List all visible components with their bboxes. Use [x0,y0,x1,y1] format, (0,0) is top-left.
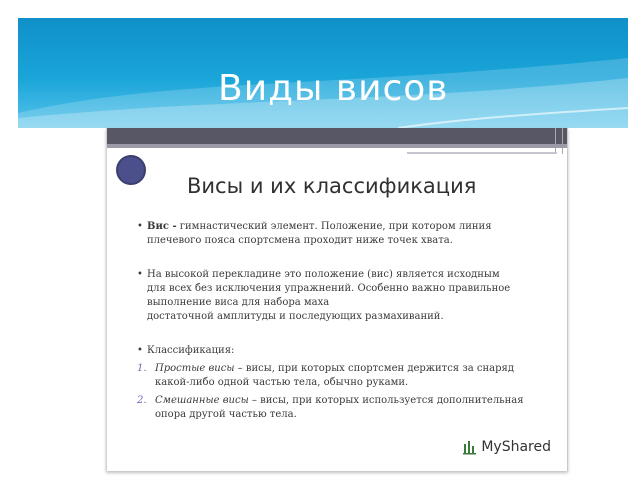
definition-text-2: плечевого пояса спортсмена проходит ниже точек хвата. [147,235,453,246]
presentation-frame [18,18,628,468]
bar-paragraph [137,268,557,324]
slide-heading: Висы и их классификация [187,174,477,198]
list-text-cont: опора другой частью тела. [155,409,297,420]
list-text-cont: какой-либо одной частью тела, обычно руками. [155,377,409,388]
circle-decoration [116,155,146,185]
list-text: – висы, при которых спортсмен держится за снаряд [234,363,514,374]
list-text: – висы, при которых используется дополнительная [248,395,524,406]
bullet-icon: • [137,221,143,232]
classification-label: Классификация: [147,345,235,356]
header-banner [18,18,628,128]
embedded-slide [106,128,568,471]
bullet-icon: • [137,345,143,356]
list-number: 2. [137,395,147,406]
bar-text-4: достаточной амплитуды и последующих размахиваний. [147,311,444,322]
slide-divider-secondary [407,152,557,154]
logo-text: MyShared [481,439,551,455]
bar-text-2: для всех без исключения упражнений. Особенно важно правильное [147,283,511,294]
list-term: Простые висы [155,363,235,374]
bullet-icon: • [137,269,143,280]
definition-text-1: гимнастический элемент. Положение, при котором линия [176,221,492,232]
list-term: Смешанные висы [155,395,249,406]
bar-text-3: выполнение виса для набора маха [147,297,330,308]
bar-text-1: На высокой перекладине это положение (вис) является исходным [147,269,500,280]
slide-top-bar [107,128,567,144]
list-item [137,394,557,422]
myshared-logo[interactable] [463,439,551,455]
classification-heading [137,344,557,358]
definition-paragraph [137,220,557,248]
definition-term: Вис - [147,221,177,232]
slide-bar-stripes [555,128,563,154]
list-item [137,362,557,390]
logo-icon [463,439,477,455]
list-number: 1. [137,363,147,374]
slide-divider [107,144,567,148]
slide-body [137,220,557,426]
page-title: Виды висов [218,68,449,109]
